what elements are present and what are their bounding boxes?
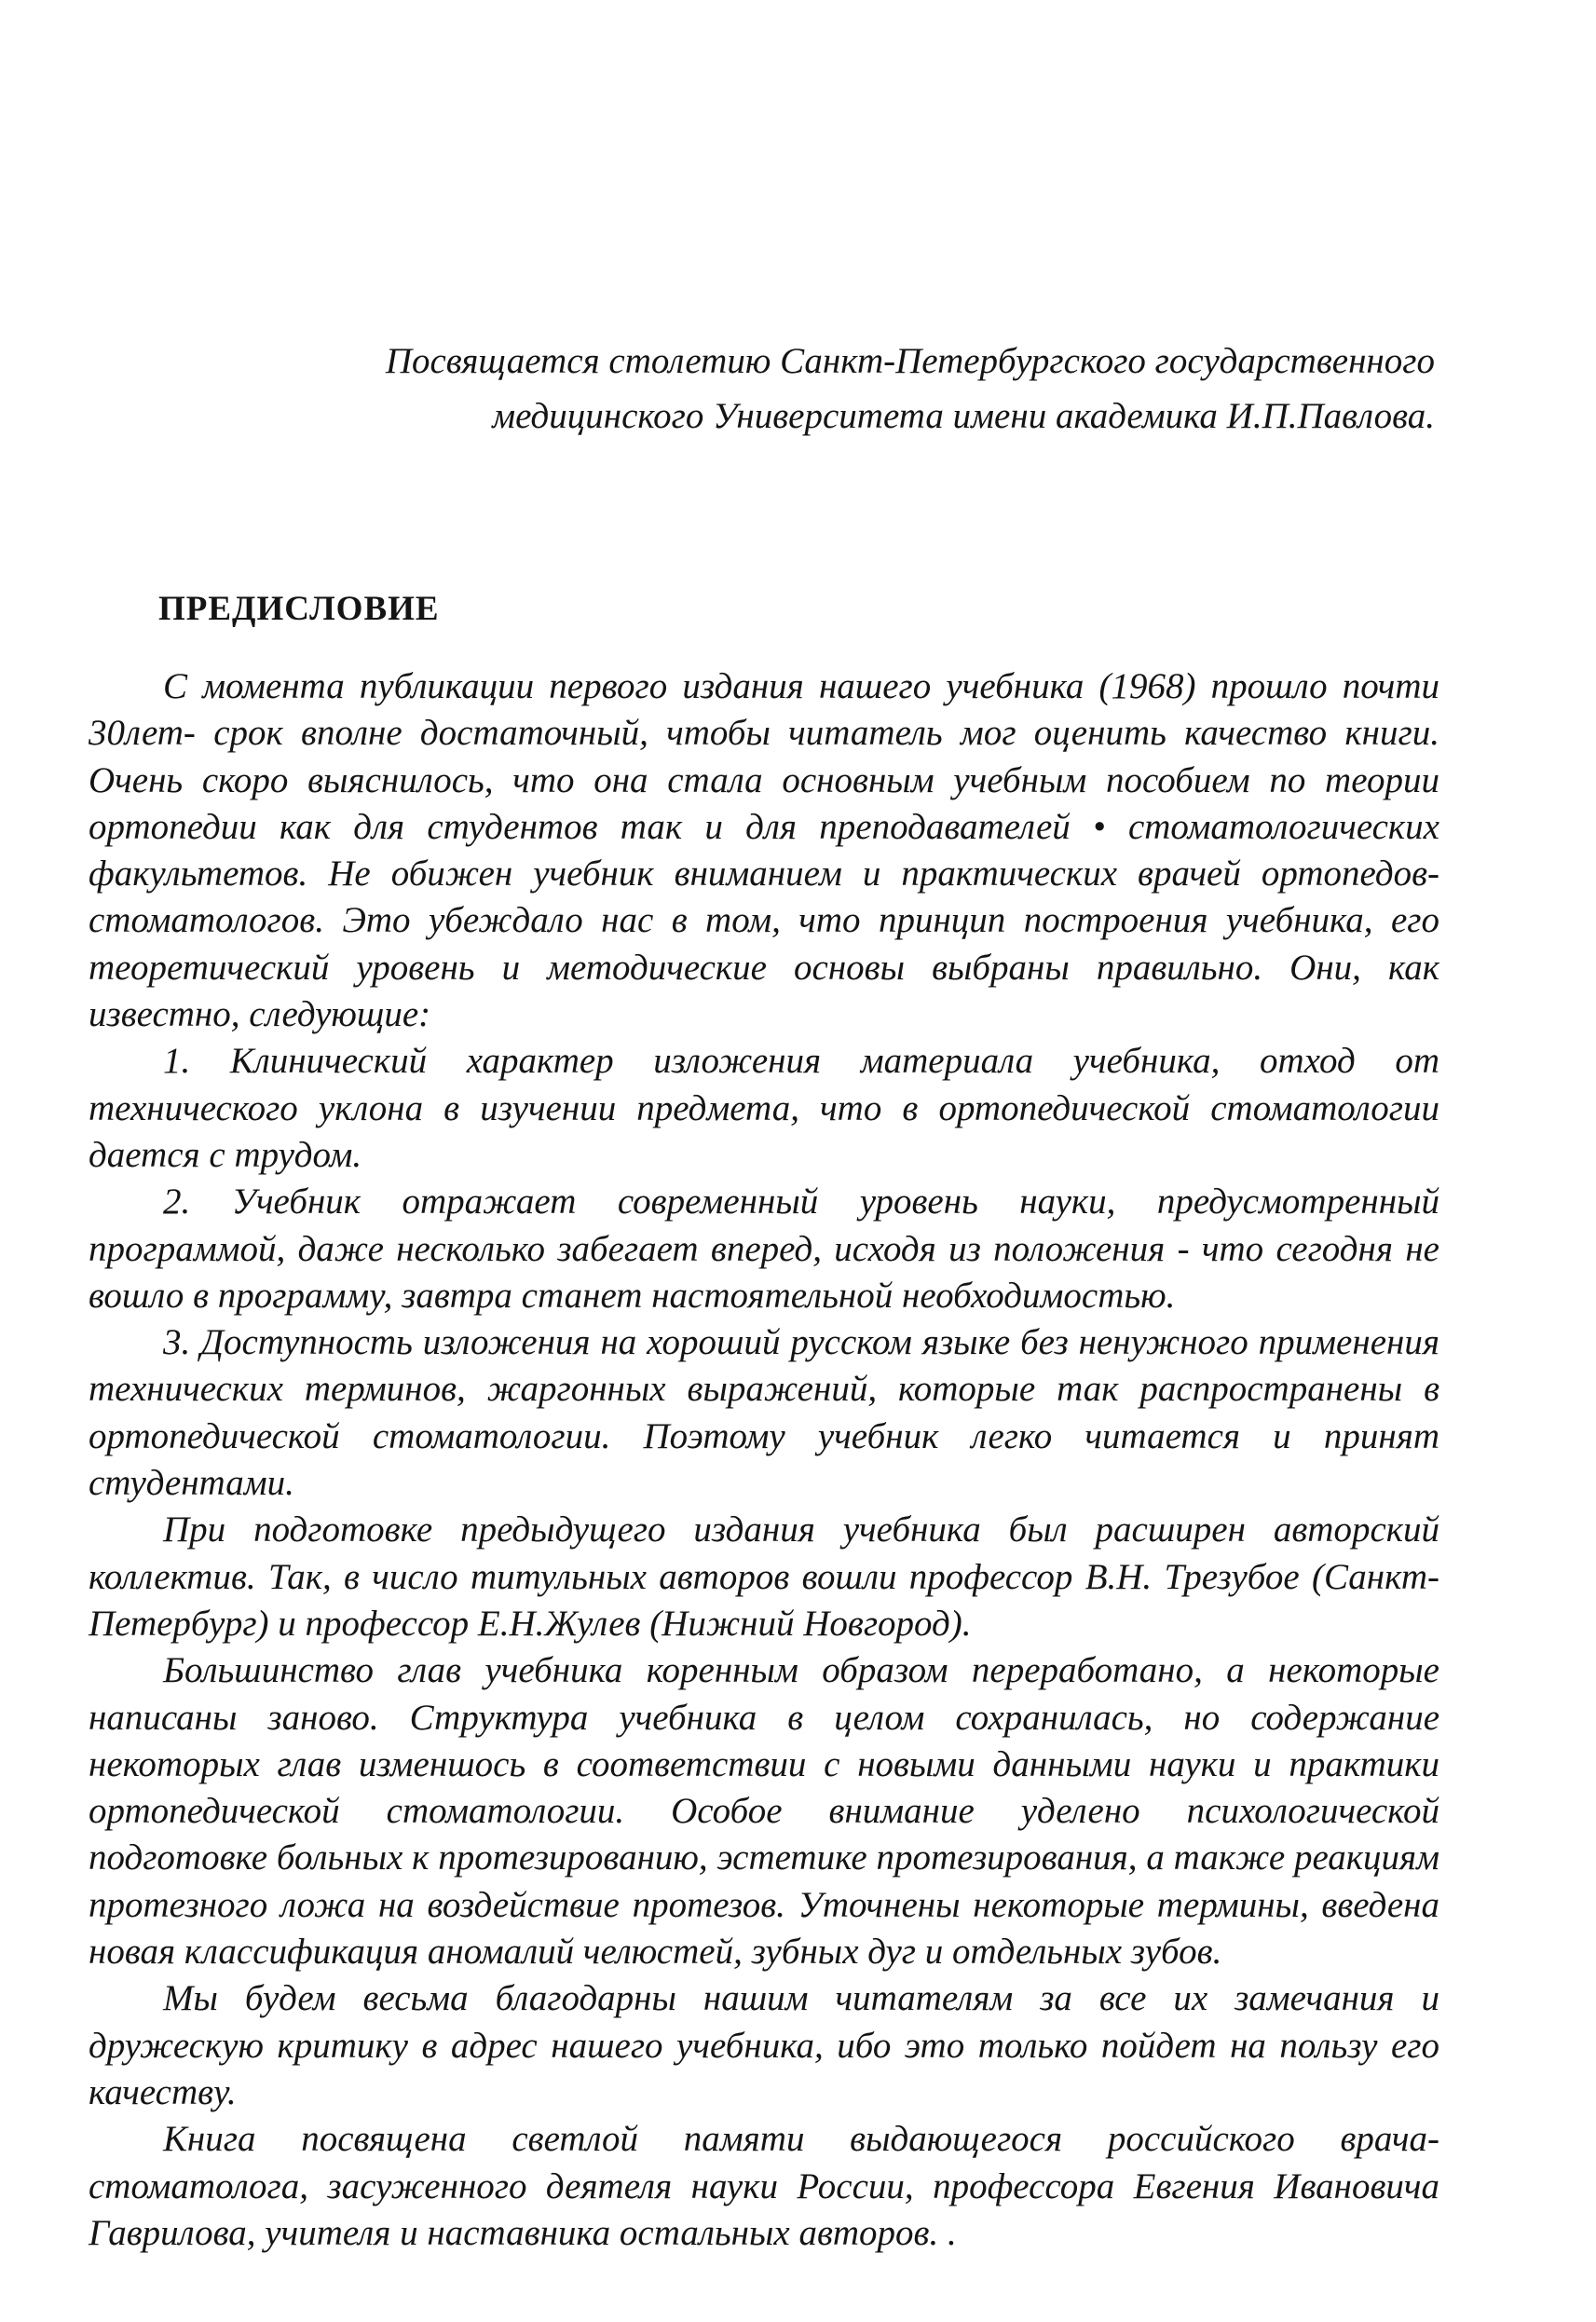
- preface-heading: ПРЕДИСЛОВИЕ: [158, 590, 440, 628]
- paragraph: С момента публикации первого издания нашего учебника (1968) прошло почти 30лет- срок вполне достаточный, чтобы читатель мог оценить качество книги. Очень скоро выяснилось, что она стала основным учебным пособием по теории ортопедии как для студентов так и для преподавателей • стоматологических факультетов. Не обижен учебник вниманием и практических врачей ортопедов-стоматологов. Это убеждало нас в том, что принцип построения учебника, его теоретический уровень и методические основы выбраны правильно. Они, как известно, следующие:: [89, 666, 1439, 1035]
- dedication: [233, 334, 1435, 444]
- paragraph: 3. Доступность изложения на хороший русском языке без ненужного применения технических терминов, жаргонных выражений, которые так распространены в ортопедической стоматологии. Поэтому учебник легко читается и принят студентами.: [89, 1322, 1439, 1504]
- paragraph: Книга посвящена светлой памяти выдающегося российского врача-стоматолога, засуженного деятеля науки России, профессора Евгения Ивановича Гаврилова, учителя и наставника остальных авторов. .: [89, 2119, 1439, 2253]
- dedication-line-1: Посвящается столетию Санкт-Петербургского государственного: [385, 341, 1435, 381]
- paragraph: 1. Клинический характер изложения материала учебника, отход от технического уклона в изучении предмета, что в ортопедической стоматологии дается с трудом.: [89, 1041, 1439, 1175]
- paragraph: Большинство глав учебника коренным образом переработано, а некоторые написаны заново. Структура учебника в целом сохранилась, но содержание некоторых глав изменшось в соответствии с новыми данными науки и практики ортопедической стоматологии. Особое внимание уделено психологической подготовке больных к протезированию, эстетике протезирования, а также реакциям протезного ложа на воздействие протезов. Уточнены некоторые термины, введена новая классификация аномалий челюстей, зубных дуг и отдельных зубов.: [89, 1650, 1439, 1973]
- paragraph: Мы будем весьма благодарны нашим читателям за все их замечания и дружескую критику в адрес нашего учебника, ибо это только пойдет на пользу его качеству.: [89, 1978, 1439, 2112]
- paragraph: При подготовке предыдущего издания учебника был расширен авторский коллектив. Так, в число титульных авторов вошли профессор В.Н. Трезубое (Санкт-Петербург) и профессор Е.Н.Жулев (Нижний Новгород).: [89, 1509, 1439, 1644]
- paragraph: 2. Учебник отражает современный уровень науки, предусмотренный программой, даже несколько забегает вперед, исходя из положения - что сегодня не вошло в программу, завтра станет настоятельной необходимостью.: [89, 1181, 1439, 1316]
- dedication-line-2: медицинского Университета имени академика И.П.Павлова.: [492, 396, 1435, 436]
- preface-body: [89, 663, 1439, 2257]
